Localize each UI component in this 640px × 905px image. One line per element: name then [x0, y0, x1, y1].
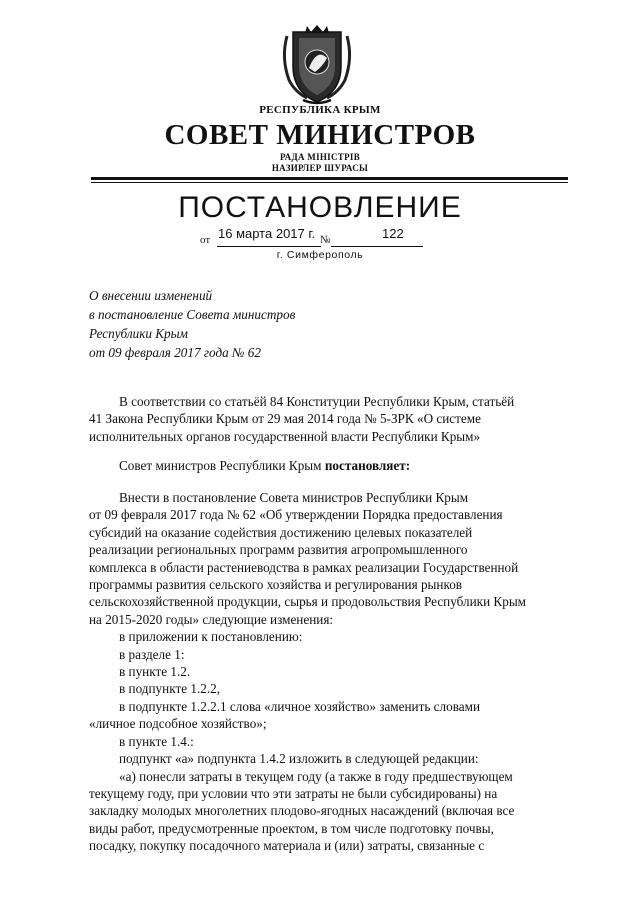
- number-underline: [331, 246, 423, 247]
- header-rule-thick: [91, 177, 568, 180]
- decree-city: г. Симферополь: [276, 249, 364, 261]
- republic-name: РЕСПУБЛИКА КРЫМ: [259, 104, 381, 116]
- decree-subject: [89, 286, 295, 362]
- council-name-crimean-tatar: НАЗИРЛЕР ШУРАСЫ: [271, 163, 369, 173]
- paragraph-line: [89, 457, 586, 474]
- subject-line: Республики Крым: [89, 326, 188, 341]
- subject-line: О внесении изменений: [89, 288, 213, 303]
- paragraph-line: «а) понесли затраты в текущем году (а также в году предшествующем: [119, 768, 513, 784]
- header-rule-thin: [91, 182, 568, 183]
- paragraph-line: в подпункте 1.2.2.1 слова «личное хозяйство» заменить словами: [119, 698, 481, 714]
- subject-line: от 09 февраля 2017 года № 62: [89, 345, 261, 360]
- number-sign: №: [320, 234, 331, 246]
- paragraph-line: В соответствии со статьёй 84 Конституции Республики Крым, статьёй: [119, 394, 515, 409]
- date-prefix-label: от: [200, 234, 211, 246]
- paragraph-line: от 09 февраля 2017 года № 62 «Об утверждении Порядка предоставления: [89, 507, 503, 523]
- paragraph-line: сельскохозяйственной продукции, сырья и продовольствия Республики Крым: [89, 594, 527, 610]
- date-underline: [217, 246, 321, 247]
- document-type-title: ПОСТАНОВЛЕНИЕ: [178, 191, 462, 224]
- paragraph-line: реализации региональных программ развития агропромышленного: [89, 542, 468, 558]
- paragraph-line: текущему году, при условии что эти затраты не были субсидированы) на: [89, 785, 498, 801]
- paragraph-line: на 2015-2020 годы» следующие изменения:: [89, 611, 334, 627]
- paragraph-line: подпункт «а» подпункта 1.4.2 изложить в следующей редакции:: [119, 751, 479, 767]
- paragraph-line: программы развития сельского хозяйства и регулирования рынков: [89, 577, 463, 593]
- subject-line: в постановление Совета министров: [89, 307, 296, 322]
- paragraph-line: закладку молодых многолетних плодово-ягодных насаждений (включая все: [89, 803, 515, 819]
- paragraph-line: «личное подсобное хозяйство»;: [89, 716, 267, 732]
- paragraph-line: 41 Закона Республики Крым от 29 мая 2014 года № 5-ЗРК «О системе: [89, 411, 481, 427]
- resolves-keyword: постановляет:: [324, 458, 411, 473]
- decree-number: 122: [382, 226, 404, 241]
- paragraph-line: в приложении к постановлению:: [119, 629, 303, 645]
- amendments-paragraph: [89, 489, 586, 855]
- decree-date: 16 марта 2017 г.: [218, 226, 316, 241]
- legal-basis-paragraph: [89, 393, 586, 445]
- coat-of-arms-emblem: [277, 22, 357, 106]
- resolves-text: Совет министров Республики Крым: [119, 458, 325, 473]
- paragraph-line: субсидий на оказание содействия достижению целевых показателей: [89, 524, 473, 540]
- resolves-paragraph: [89, 457, 586, 474]
- paragraph-line: в разделе 1:: [119, 646, 185, 662]
- decree-date-number-line: [200, 226, 430, 246]
- paragraph-line: исполнительных органов государственной власти Республики Крым»: [89, 428, 481, 444]
- paragraph-line: в подпункте 1.2.2,: [119, 681, 221, 697]
- paragraph-line: Внести в постановление Совета министров Республики Крым: [119, 490, 469, 505]
- paragraph-line: виды работ, предусмотренные проектом, в том числе подготовку почвы,: [89, 820, 494, 836]
- paragraph-line: посадку, покупку посадочного материала и (или) затраты, связанные с: [89, 838, 485, 854]
- paragraph-line: в пункте 1.4.:: [119, 733, 194, 749]
- council-name: СОВЕТ МИНИСТРОВ: [164, 119, 476, 151]
- paragraph-line: комплекса в области растениеводства в рамках реализации Государственной: [89, 559, 519, 575]
- paragraph-line: в пункте 1.2.: [119, 664, 191, 680]
- council-name-ukrainian: РАДА МІНІСТРІВ: [280, 152, 360, 162]
